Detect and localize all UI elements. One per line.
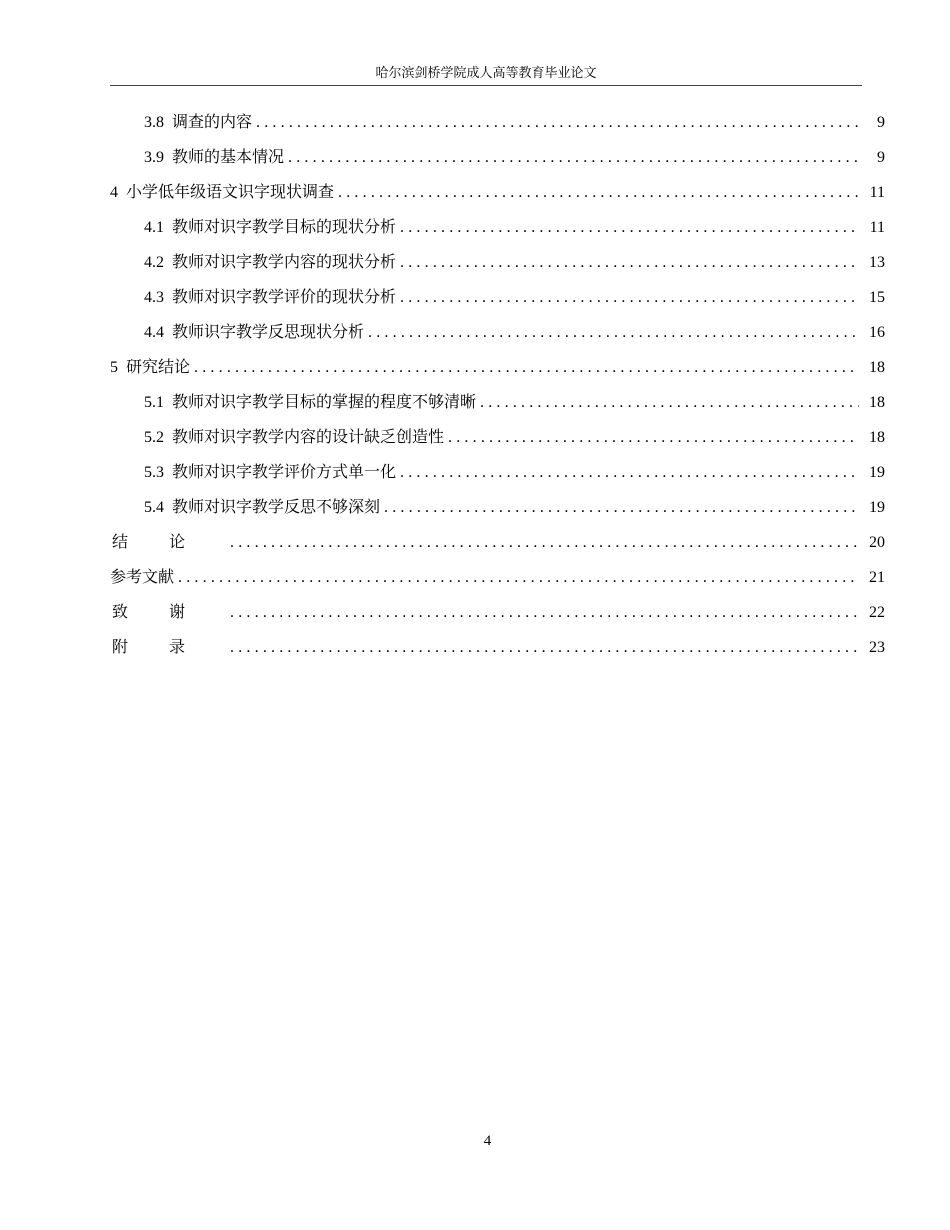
toc-entry-page: 13 — [869, 254, 885, 271]
dot-leader — [256, 105, 859, 140]
toc-entry-title: 教师对识字教学内容的现状分析 — [172, 252, 397, 271]
toc-entry-number: 4.1 — [144, 219, 164, 236]
toc-entry-title: 教师对识字教学评价方式单一化 — [172, 462, 397, 481]
toc-entry-title: 研究结论 — [126, 357, 191, 376]
toc-entry[interactable] — [110, 419, 885, 454]
toc-entry-title: 调查的内容 — [172, 112, 253, 131]
toc-entry-page: 15 — [869, 289, 885, 306]
toc-entry[interactable] — [110, 104, 885, 139]
toc-entry-number: 5.4 — [144, 499, 164, 516]
toc-entry-number: 3.8 — [144, 114, 164, 131]
toc-entry[interactable] — [110, 174, 885, 209]
toc-entry-title: 小学低年级语文识字现状调查 — [126, 182, 335, 201]
toc-entry-number: 4.4 — [144, 324, 164, 341]
toc-entry-page: 23 — [869, 639, 885, 656]
header-rule — [110, 85, 862, 86]
dot-leader — [400, 280, 859, 315]
toc-entry-page: 11 — [869, 184, 885, 201]
toc-entry[interactable] — [110, 314, 885, 349]
page-number: 4 — [483, 1133, 492, 1149]
toc-entry-page: 21 — [869, 569, 885, 586]
toc-entry[interactable] — [110, 454, 885, 489]
toc-entry-page: 9 — [877, 149, 885, 166]
toc-entry-page: 9 — [877, 114, 885, 131]
toc-entry-number: 5.1 — [144, 394, 164, 411]
toc-entry[interactable] — [110, 209, 885, 244]
toc-entry[interactable] — [110, 279, 885, 314]
toc-entry-title: 教师对识字教学目标的掌握的程度不够清晰 — [172, 392, 477, 411]
toc-entry-title: 教师对识字教学内容的设计缺乏创造性 — [172, 427, 445, 446]
dot-leader — [288, 140, 859, 175]
dot-leader — [400, 455, 859, 490]
table-of-contents — [110, 104, 885, 664]
toc-entry-page: 18 — [869, 394, 885, 411]
toc-entry[interactable] — [110, 139, 885, 174]
toc-entry[interactable] — [110, 489, 885, 524]
toc-entry-number: 4 — [110, 184, 118, 201]
toc-entry[interactable] — [110, 244, 885, 279]
toc-entry-page: 18 — [869, 429, 885, 446]
dot-leader — [400, 245, 859, 280]
dot-leader — [448, 420, 859, 455]
toc-entry-page: 19 — [869, 464, 885, 481]
toc-entry-number: 3.9 — [144, 149, 164, 166]
dot-leader — [178, 560, 859, 595]
toc-entry-title: 致谢 — [112, 602, 227, 621]
dot-leader — [400, 210, 859, 245]
running-header: 哈尔滨剑桥学院成人高等教育毕业论文 — [375, 66, 597, 81]
dot-leader — [230, 595, 859, 630]
toc-entry-number: 4.3 — [144, 289, 164, 306]
toc-entry[interactable] — [110, 349, 885, 384]
toc-entry-title: 附录 — [112, 637, 227, 656]
toc-entry-page: 22 — [869, 604, 885, 621]
dot-leader — [194, 350, 859, 385]
toc-entry-page: 16 — [869, 324, 885, 341]
dot-leader — [230, 630, 859, 665]
dot-leader — [230, 525, 859, 560]
toc-entry[interactable] — [110, 594, 885, 629]
toc-entry-number: 5 — [110, 359, 118, 376]
toc-entry[interactable] — [110, 524, 885, 559]
toc-entry-title: 参考文献 — [110, 567, 175, 586]
toc-entry-page: 11 — [869, 219, 885, 236]
toc-entry[interactable] — [110, 559, 885, 594]
toc-entry-number: 5.2 — [144, 429, 164, 446]
dot-leader — [480, 385, 859, 420]
toc-entry-page: 20 — [869, 534, 885, 551]
toc-entry-number: 5.3 — [144, 464, 164, 481]
toc-entry-title: 教师对识字教学目标的现状分析 — [172, 217, 397, 236]
toc-entry-title: 结论 — [112, 532, 227, 551]
toc-entry-title: 教师识字教学反思现状分析 — [172, 322, 365, 341]
toc-entry-page: 18 — [869, 359, 885, 376]
toc-entry[interactable] — [110, 384, 885, 419]
dot-leader — [368, 315, 859, 350]
toc-entry-number: 4.2 — [144, 254, 164, 271]
toc-entry-page: 19 — [869, 499, 885, 516]
toc-entry[interactable] — [110, 629, 885, 664]
toc-entry-title: 教师对识字教学反思不够深刻 — [172, 497, 381, 516]
toc-entry-title: 教师对识字教学评价的现状分析 — [172, 287, 397, 306]
toc-entry-title: 教师的基本情况 — [172, 147, 285, 166]
dot-leader — [384, 490, 859, 525]
dot-leader — [338, 175, 859, 210]
